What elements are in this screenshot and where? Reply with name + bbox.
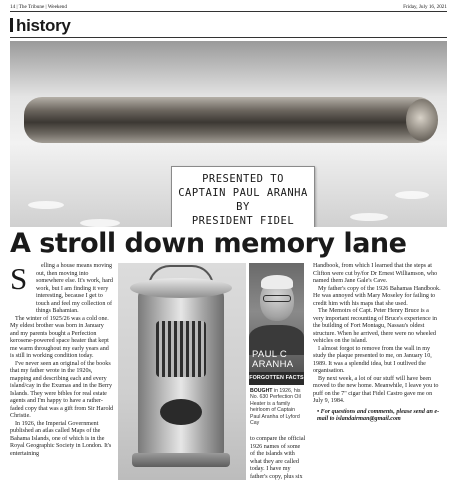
portrait-hair: [261, 275, 293, 289]
article-paragraph: elling a house means moving out, then moving into somewhere else. It's work, hard work, but I am finding it very interesting, because I get to touch and feel my collection of things Bahamian.: [36, 263, 113, 314]
section-bar: [10, 18, 13, 32]
article-paragraph: By next week, a lot of our stuff will have been moved to the new home. Meanwhile, I leave you to puff on the 7" cigar that Fidel Castro gave me on July 9, 1984.: [313, 375, 439, 404]
article-paragraph: I've never seen an original of the books that my father wrote in the 1920s, mapping and describing each and every island/cay in the Exumas and in the Berry Islands. They were bibles for real estate agents and I'm happy to have a rather-faded copy that was a gift from Sir Harold Christie.: [10, 360, 114, 419]
article-headline: A stroll down memory lane: [10, 228, 407, 259]
header-left: 14 | The Tribune | Weekend: [10, 4, 67, 10]
article-paragraph: Handbook, from which I learned that the steps at Clifton were cut by/for Dr Ernest Williamson, who named them Jane Gale's Cave.: [313, 263, 438, 284]
caption-text: in 1926, his No. 630 Perfection Oil Heater is a family heirloom of Captain Paul Aranha of Lyford Cay: [250, 388, 301, 427]
contact-footnote: • For questions and comments, please send an e-mail to islandairman@gmail.com: [317, 408, 440, 422]
caption-lead: BOUGHT: [250, 388, 273, 394]
light-reflection: [395, 191, 429, 199]
heater-window: [160, 399, 202, 425]
article-column-1: [10, 263, 114, 458]
publication-name: The Tribune: [18, 4, 45, 10]
heater-lid: [130, 278, 232, 298]
plaque-line: BY: [236, 201, 250, 213]
heater-base: [132, 453, 230, 467]
article-paragraph: I almost forgot to remove from the wall in my study the plaque presented to me, on January 10, 1989. It was a splendid idea, but I outlived the organisation.: [313, 345, 432, 374]
section-rule: [10, 37, 447, 38]
cigar-tube: [24, 97, 436, 143]
section-heading: [10, 16, 71, 36]
columnist-portrait: [249, 263, 304, 385]
article-column-3: [250, 436, 306, 480]
section-title: history: [16, 16, 71, 35]
article-column-4: [313, 263, 441, 424]
oil-heater-photo: [118, 263, 246, 480]
column-name: FORGOTTEN FACTS: [249, 372, 304, 385]
article-paragraph: The winter of 1925/26 was a cold one. My eldest brother was born in January and my parents bought a Perfection kerosene-powered space heater that kept me warm throughout my early years and is still in working condition today.: [10, 315, 109, 359]
cigar-tube-photo: [10, 41, 447, 227]
portrait-glasses: [263, 295, 291, 302]
drop-cap: S: [10, 261, 28, 296]
article-paragraph: to compare the official 1926 names of some of the islands with what they are called today. I have my father's copy, plus six: [250, 436, 306, 480]
cigar-tube-end: [406, 99, 438, 141]
page-header: [10, 2, 447, 12]
columnist-name-last: ARANHA: [252, 359, 294, 370]
page-number: 14: [10, 4, 16, 10]
issue-date: Friday, July 16, 2021: [403, 4, 447, 10]
columnist-name-first: PAUL C: [252, 349, 288, 360]
section-label: Weekend: [47, 4, 67, 10]
article-paragraph: The Memoirs of Capt. Peter Henry Bruce is a very important recounting of Bruce's experience in the building of Fort Montagu, Nassau's oldest structure. When he arrived, there were no wheeled vehicles on the island.: [313, 308, 437, 344]
article-paragraph: In 1926, the Imperial Government published an atlas called Maps of the Bahama Islands, one of which is in the Royal Geographic Society in London. It's entertaining: [10, 420, 112, 457]
light-reflection: [28, 201, 64, 209]
photo-caption: [250, 388, 304, 426]
plaque-line: PRESIDENT FIDEL: [191, 215, 295, 227]
plaque-line: CAPTAIN PAUL ARANHA: [178, 187, 308, 199]
article-paragraph: My father's copy of the 1926 Bahamas Handbook. He was annoyed with Mary Moseley for failing to credit him with his maps that she used.: [313, 285, 441, 307]
light-reflection: [80, 219, 120, 227]
heater-grille: [156, 321, 206, 377]
plaque-line: PRESENTED TO: [202, 173, 284, 185]
light-reflection: [350, 213, 388, 221]
presentation-plaque: [171, 166, 315, 227]
